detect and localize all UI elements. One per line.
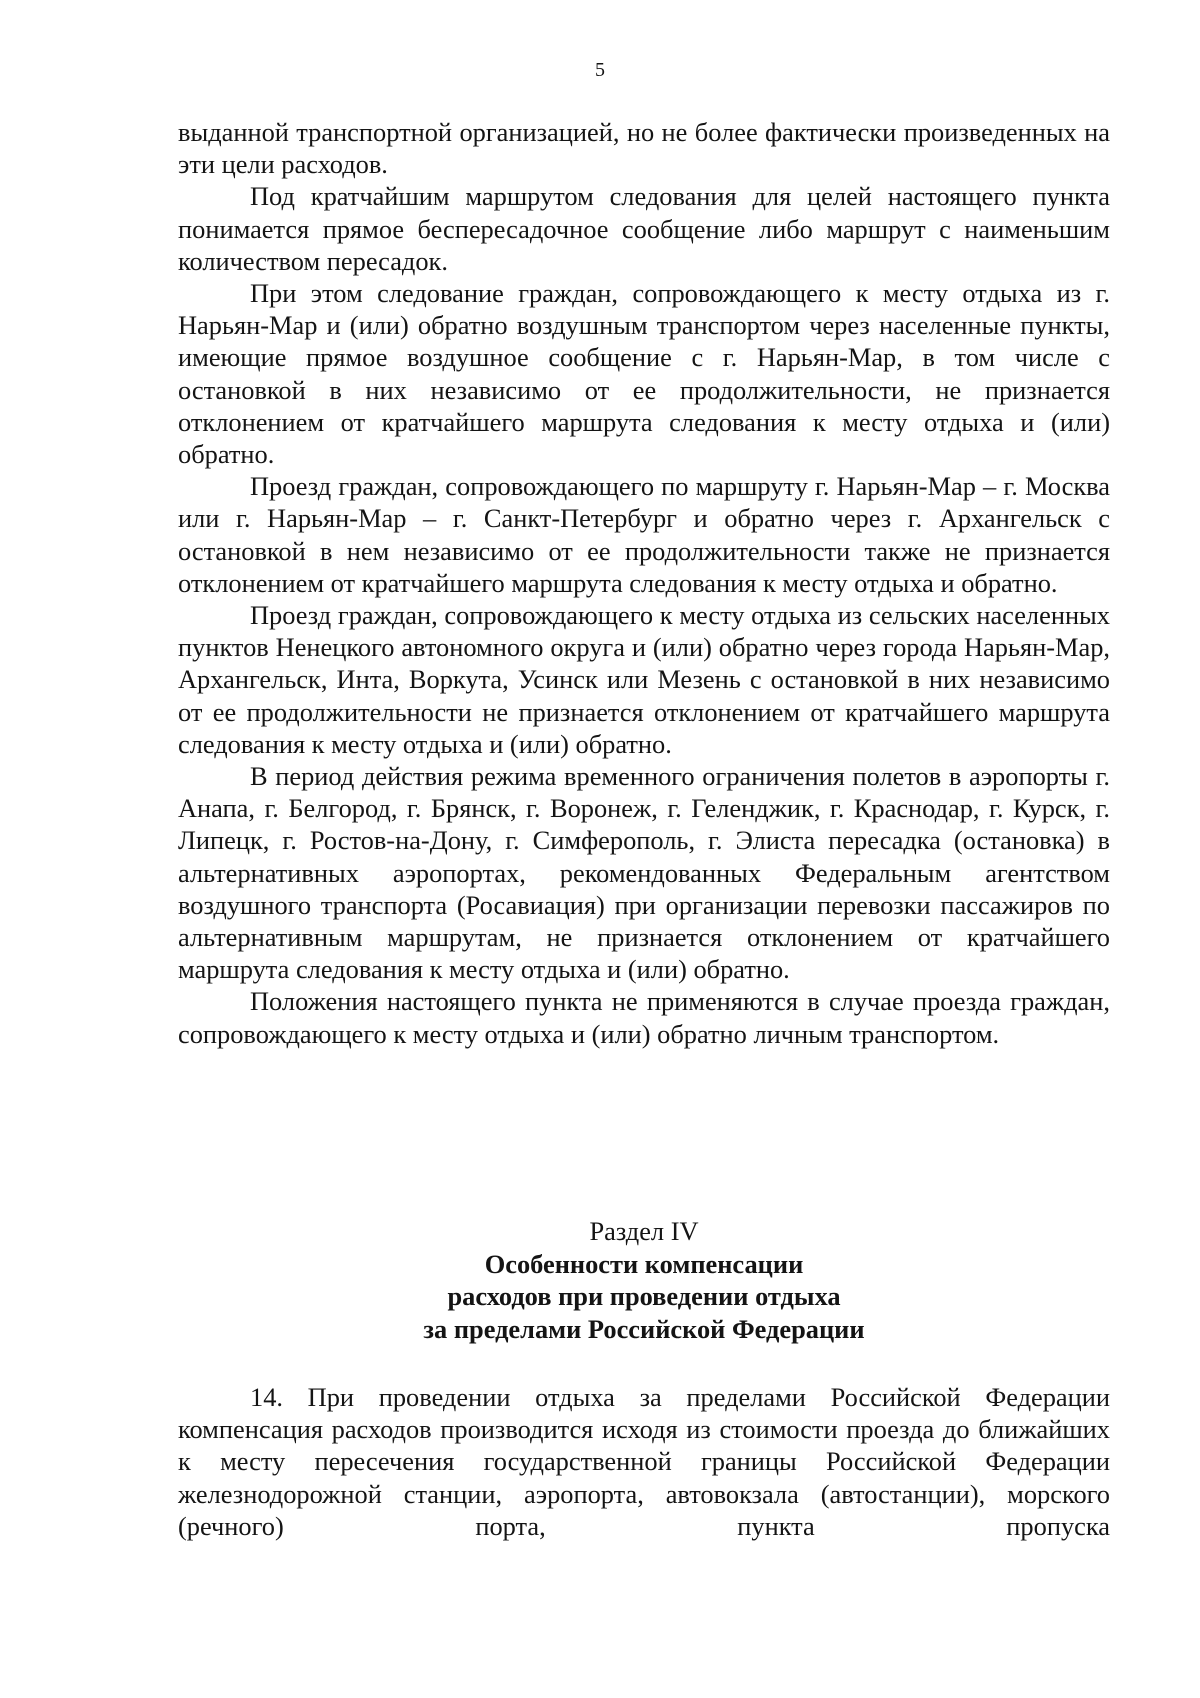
paragraph: При этом следование граждан, сопровождающего к месту отдыха из г. Нарьян-Мар и (или) обратно воздушным транспортом через населенные пункты, имеющие прямое воздушное сообщение с г. Нарьян-Мар, в том числе с остановкой в них независимо от ее продолжительности, не признается отклонением от кратчайшего маршрута следования к месту отдыха и (или) обратно. — [178, 278, 1110, 470]
paragraph: Под кратчайшим маршрутом следования для целей настоящего пункта понимается прямое беспересадочное сообщение либо маршрут с наименьшим количеством пересадок. — [178, 181, 1110, 276]
section-heading — [178, 1215, 1110, 1345]
paragraph: Проезд граждан, сопровождающего к месту отдыха из сельских населенных пунктов Ненецкого автономного округа и (или) обратно через города Нарьян-Мар, Архангельск, Инта, Воркута, Усинск или Мезень с остановкой в них независимо от ее продолжительности не признается отклонением от кратчайшего маршрута следования к месту отдыха и (или) обратно. — [178, 600, 1110, 759]
body-text-lower — [178, 1381, 1110, 1542]
paragraph: Проезд граждан, сопровождающего по маршруту г. Нарьян-Мар – г. Москва или г. Нарьян-Мар – г. Санкт-Петербург и обратно через г. Архангельск с остановкой в нем независимо от ее продолжительности также не признается отклонением от кратчайшего маршрута следования к месту отдыха и обратно. — [178, 471, 1110, 598]
paragraph: выданной транспортной организацией, но не более фактически произведенных на эти цели расходов. — [178, 117, 1110, 180]
paragraph: В период действия режима временного ограничения полетов в аэропорты г. Анапа, г. Белгород, г. Брянск, г. Воронеж, г. Геленджик, г. Краснодар, г. Курск, г. Липецк, г. Ростов-на-Дону, г. Симферополь, г. Элиста пересадка (остановка) в альтернативных аэропортах, рекомендованных Федеральным агентством воздушного транспорта (Росавиация) при организации перевозки пассажиров по альтернативным маршрутам, не признается отклонением от кратчайшего маршрута следования к месту отдыха и (или) обратно. — [178, 761, 1110, 985]
section-title-line: расходов при проведении отдыха — [447, 1281, 841, 1311]
section-title-line: Особенности компенсации — [484, 1248, 804, 1279]
section-label: Раздел IV — [589, 1216, 699, 1246]
paragraph: Положения настоящего пункта не применяются в случае проезда граждан, сопровождающего к месту отдыха и (или) обратно личным транспортом. — [178, 986, 1110, 1049]
body-text-upper — [178, 116, 1110, 1050]
paragraph: 14. При проведении отдыха за пределами Российской Федерации компенсация расходов производится исходя из стоимости проезда до ближайших к месту пересечения государственной границы Российской Федерации железнодорожной станции, аэропорта, автовокзала (автостанции), морского (речного) порта, пункта пропуска — [178, 1382, 1110, 1541]
page-number: 5 — [595, 59, 605, 81]
section-title-line: за пределами Российской Федерации — [423, 1313, 865, 1344]
